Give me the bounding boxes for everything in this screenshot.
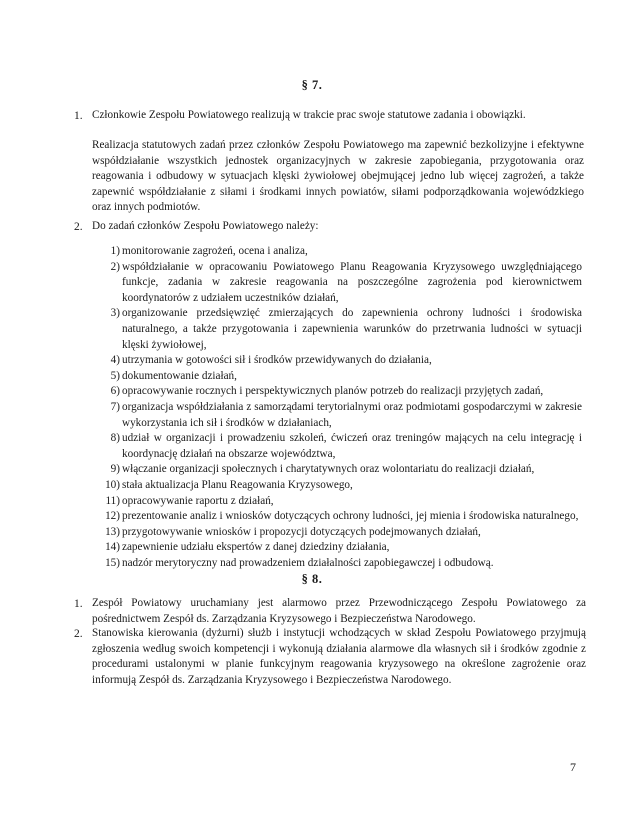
section-7-item-1-number: 1.	[74, 110, 83, 122]
list-item: 13) przygotowywanie wniosków i propozycji dotyczących podejmowanych działań,	[105, 525, 481, 538]
section-8-item-2-number: 2.	[74, 628, 83, 640]
list-item: 1) monitorowanie zagrożeń, ocena i analiza,	[110, 245, 308, 257]
section-7-item-2-number: 2.	[74, 221, 83, 233]
list-item: 6) opracowywanie rocznych i perspektywicznych planów potrzeb do realizacji przyjętych zadań,	[110, 385, 544, 398]
list-item: 12) prezentowanie analiz i wniosków dotyczących ochrony ludności, jej mienia i środowiska naturalnego,	[105, 510, 579, 523]
section-7-item-1-text: Członkowie Zespołu Powiatowego realizują w trakcie prac swoje statutowe zadania i obowiązki.	[92, 109, 526, 121]
list-item: 15) nadzór merytoryczny nad prowadzeniem działalności zapobiegawczej i odbudową.	[105, 556, 494, 569]
section-7-task-list	[98, 244, 582, 571]
section-7-item-2-text: Do zadań członków Zespołu Powiatowego należy:	[92, 220, 319, 232]
section-7-item-1-paragraph: Realizacja statutowych zadań przez członków Zespołu Powiatowego ma zapewnić bezkolizyjne i efektywne współdziałanie wszystkich jednostek organizacyjnych w zakresie zapobiegania, przygotowania oraz reagowania i odbudowy w sytuacjach klęski żywiołowej obejmującej jedno lub więcej zagrożeń, a także zapewnić współdziałanie z siłami i środkami innych powiatów, siłami podporządkowania wojewódzkiego oraz innych podmiotów.	[92, 139, 584, 214]
list-item: 10) stała aktualizacja Planu Reagowania Kryzysowego,	[105, 478, 353, 491]
list-item: 7) organizacja współdziałania z samorządami terytorialnymi oraz podmiotami gospodarczymi w zakresie wykorzystania ich sił i środków w działaniach,	[110, 400, 582, 429]
list-item: 4) utrzymania w gotowości sił i środków przewidywanych do działania,	[110, 354, 432, 367]
list-item: 8) udział w organizacji i prowadzeniu szkoleń, ćwiczeń oraz treningów mających na celu integrację i koordynację działań na obszarze województwa,	[110, 432, 582, 460]
list-item: 3) organizowanie przedsięwzięć zmierzających do zapewnienia ochrony ludności i środowiska naturalnego, a także przygotowania i zapewnienia warunków do przetrwania ludności w sytuacji klęski żywiołowej,	[110, 307, 582, 351]
section-8-heading: § 8.	[301, 572, 323, 586]
section-7-heading: § 7.	[301, 78, 323, 92]
section-8-item-1-number: 1.	[74, 598, 83, 610]
list-item: 2) współdziałanie w opracowaniu Powiatowego Planu Reagowania Kryzysowego uwzględniającego funkcje, zadania w zakresie reagowania na poszczególne zagrożenia pod kierownictwem koordynatorów z udziałem uczestników działań,	[110, 260, 582, 304]
list-item: 5) dokumentowanie działań,	[110, 369, 237, 382]
list-item: 9) włączanie organizacji społecznych i charytatywnych oraz wolontariatu do realizacji działań,	[110, 463, 535, 476]
section-8-item-2-text: Stanowiska kierowania (dyżurni) służb i instytucji wchodzących w skład Zespołu Powiatowego przyjmują zgłoszenia według swoich kompetencji i wykonują działania alarmowe dla własnych sił i środków zgodnie z procedurami ustalonymi w planie funkcyjnym reagowania kryzysowego na określone zagrożenie oraz informują Zespół ds. Zarządzania Kryzysowego i Bezpieczeństwa Narodowego.	[92, 627, 586, 686]
list-item: 14) zapewnienie udziału ekspertów z danej dziedziny działania,	[105, 541, 390, 554]
section-8-item-1-text: Zespół Powiatowy uruchamiany jest alarmowo przez Przewodniczącego Zespołu Powiatowego za pośrednictwem Zespół ds. Zarządzania Kryzysowego i Bezpieczeństwa Narodowego.	[92, 597, 586, 625]
page-number: 7	[570, 760, 576, 774]
list-item: 11) opracowywanie raportu z działań,	[105, 494, 274, 507]
